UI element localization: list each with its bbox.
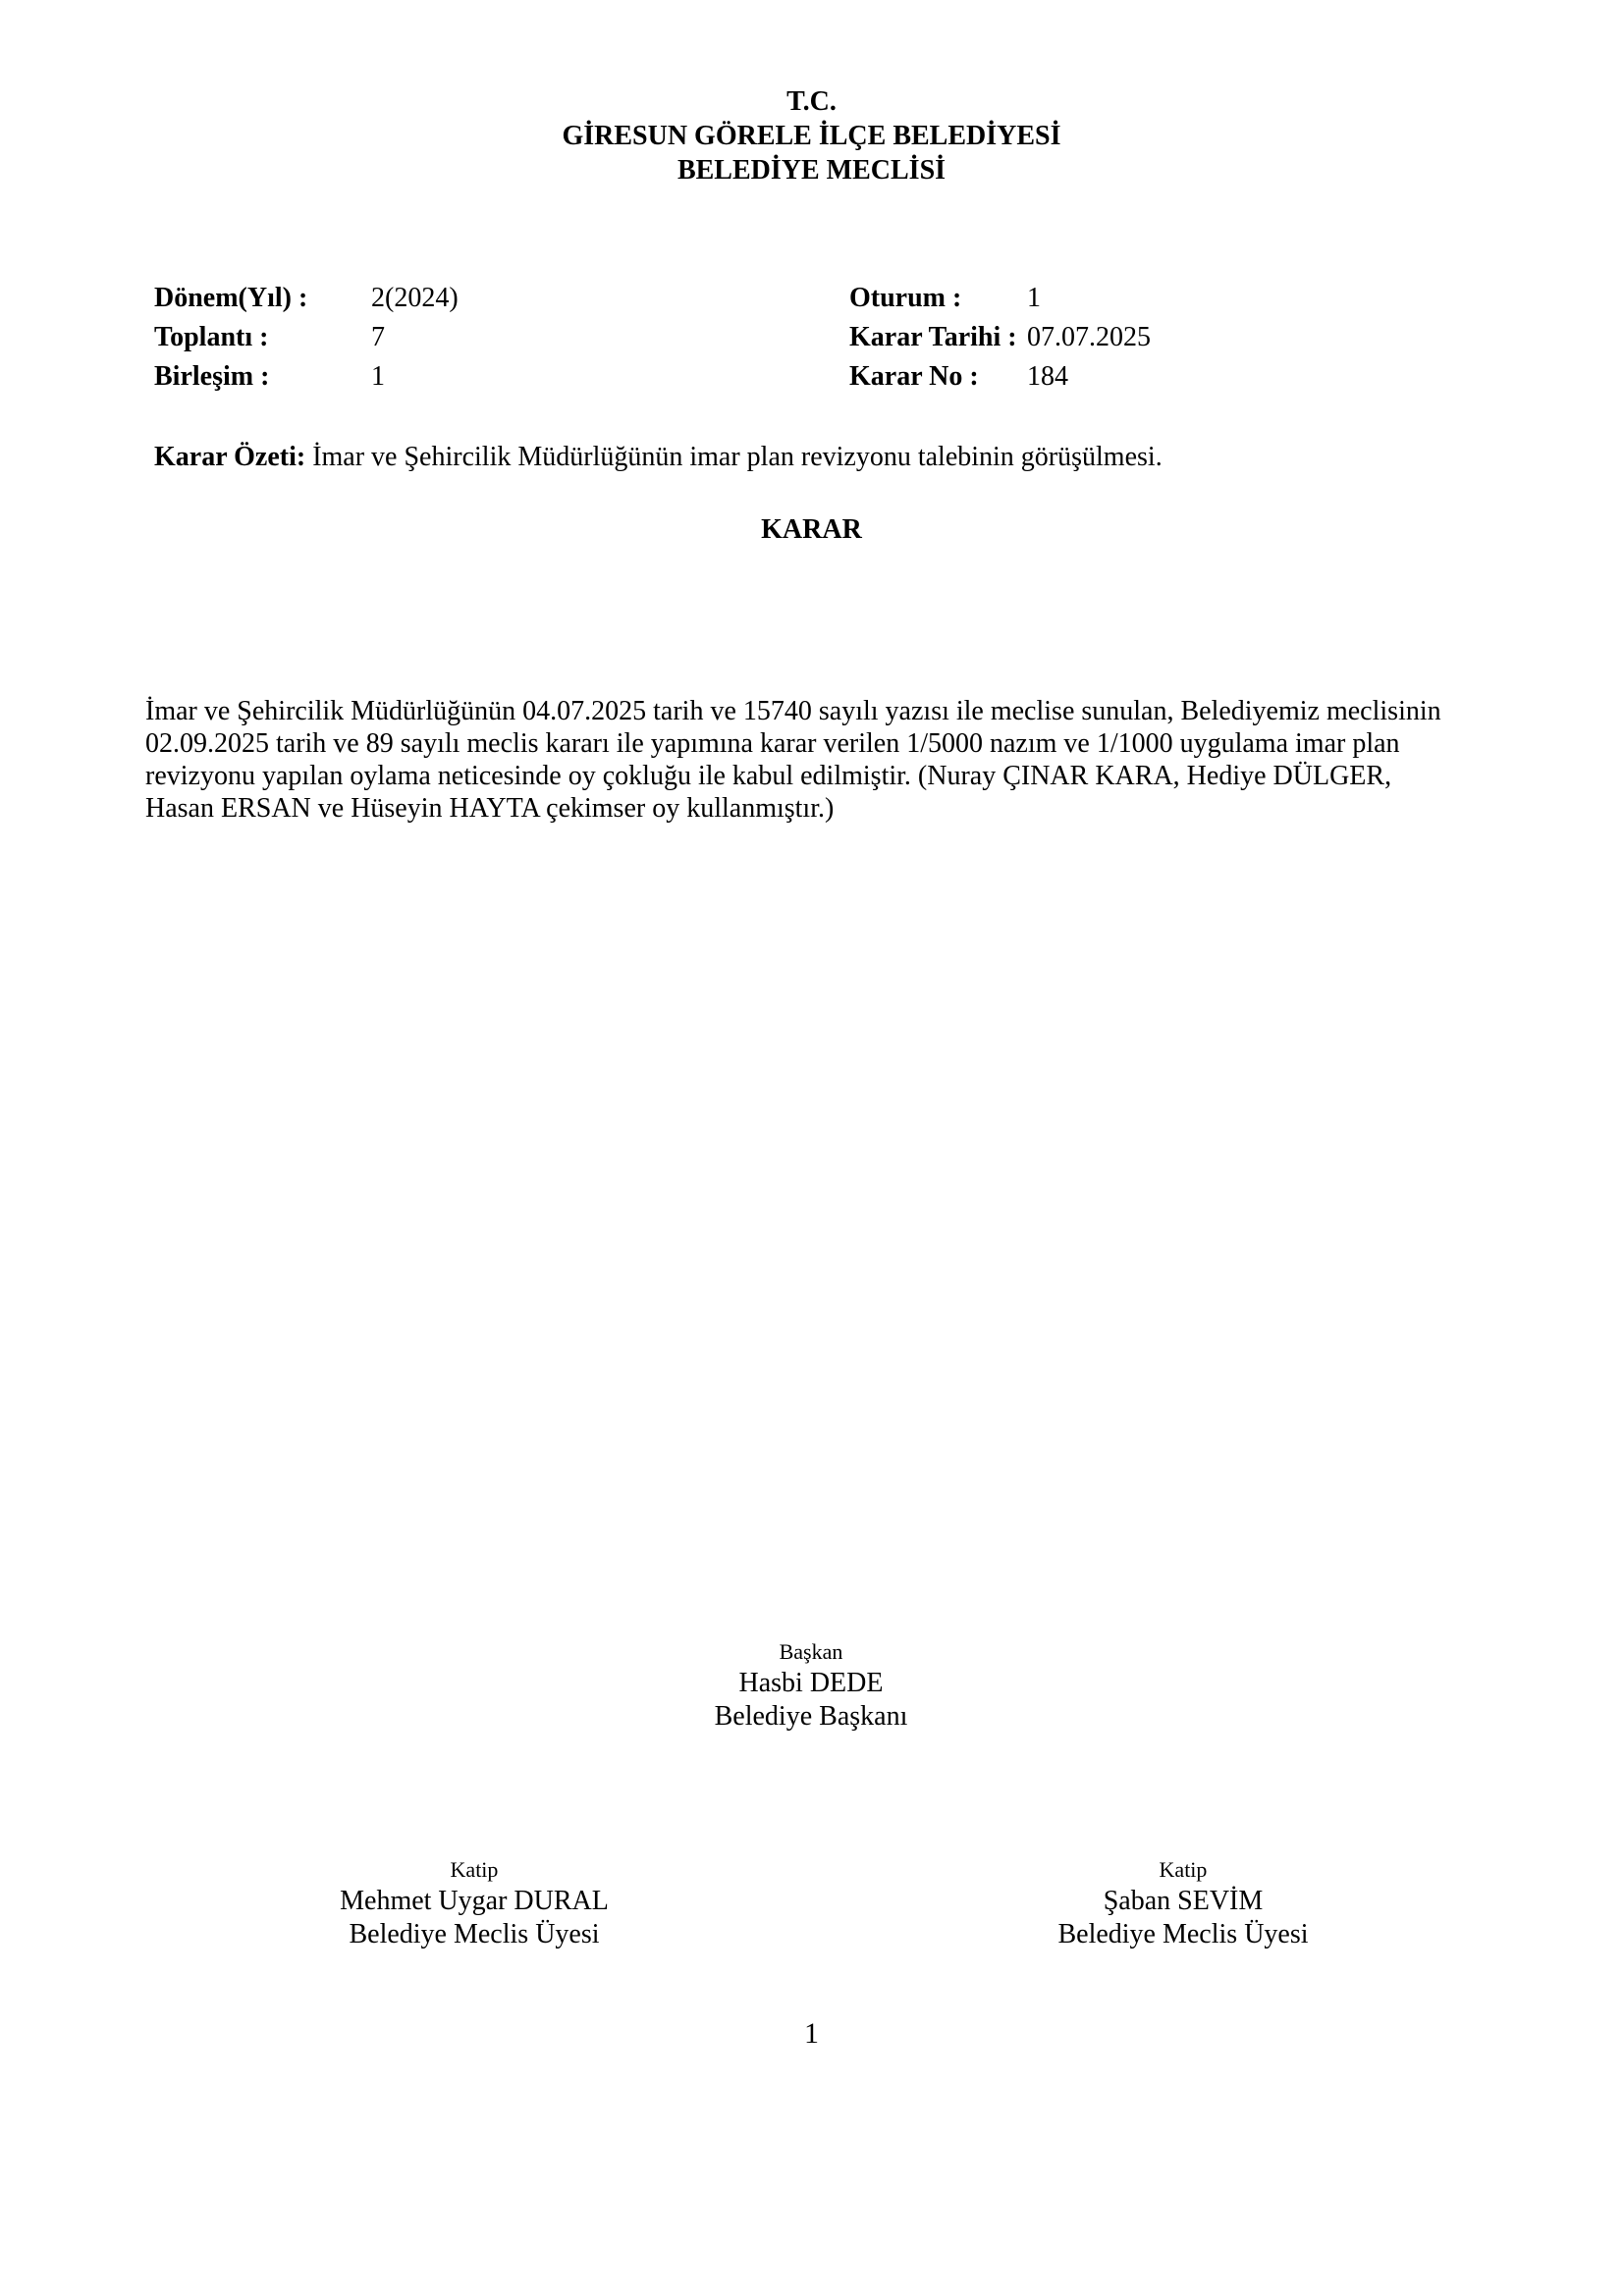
meta-value: 1 xyxy=(371,361,385,392)
meta-label: Oturum : xyxy=(849,283,962,313)
header-line-council: BELEDİYE MECLİSİ xyxy=(676,155,947,186)
signature-clerk-left xyxy=(278,1855,671,1951)
meta-value: 1 xyxy=(1027,283,1041,313)
meta-label: Toplantı : xyxy=(154,322,269,352)
summary-label: Karar Özeti: xyxy=(154,442,306,472)
meta-value: 2(2024) xyxy=(371,283,459,313)
meta-row-donem xyxy=(154,279,743,318)
decision-summary xyxy=(154,438,1509,477)
signer-name: Mehmet Uygar DURAL xyxy=(340,1886,609,1916)
meta-value: 184 xyxy=(1027,361,1068,392)
header-line-tc: T.C. xyxy=(786,86,837,117)
body-line: İmar ve Şehircilik Müdürlüğünün 04.07.2025 tarih ve 15740 sayılı yazısı ile meclise sunulan, Belediyemiz meclisinin xyxy=(145,696,1441,726)
signer-title: Belediye Meclis Üyesi xyxy=(349,1919,600,1949)
meta-row-oturum xyxy=(849,279,1438,318)
meta-row-karar-tarihi xyxy=(849,318,1438,357)
signer-role: Katip xyxy=(1159,1857,1208,1882)
signer-name: Hasbi DEDE xyxy=(738,1668,884,1698)
meta-left-block xyxy=(154,279,743,397)
decision-title: KARAR xyxy=(761,514,862,545)
meta-value: 7 xyxy=(371,322,385,352)
signature-president xyxy=(615,1637,1007,1734)
meta-value: 07.07.2025 xyxy=(1027,322,1151,352)
meta-right-block xyxy=(849,279,1438,397)
meta-row-toplanti xyxy=(154,318,743,357)
summary-text: İmar ve Şehircilik Müdürlüğünün imar plan revizyonu talebinin görüşülmesi. xyxy=(312,442,1163,472)
meta-label: Karar Tarihi : xyxy=(849,322,1017,352)
decision-body xyxy=(145,695,1520,825)
meta-row-karar-no xyxy=(849,357,1438,397)
body-line: 02.09.2025 tarih ve 89 sayılı meclis kararı ile yapımına karar verilen 1/5000 nazım ve 1/1000 uygulama imar plan xyxy=(145,728,1400,759)
meta-row-birlesim xyxy=(154,357,743,397)
page-number: 1 xyxy=(804,2017,819,2050)
meta-label: Karar No : xyxy=(849,361,979,392)
meta-label: Birleşim : xyxy=(154,361,270,392)
body-line: revizyonu yapılan oylama neticesinde oy çokluğu ile kabul edilmiştir. (Nuray ÇINAR KARA, Hediye DÜLGER, xyxy=(145,761,1392,791)
document-header xyxy=(0,84,1623,187)
header-line-municipality: GİRESUN GÖRELE İLÇE BELEDİYESİ xyxy=(562,121,1061,151)
signer-title: Belediye Başkanı xyxy=(714,1701,908,1732)
signer-title: Belediye Meclis Üyesi xyxy=(1057,1919,1309,1949)
signer-role: Başkan xyxy=(779,1639,843,1664)
signature-clerk-right xyxy=(987,1855,1380,1951)
signer-role: Katip xyxy=(450,1857,499,1882)
body-line: Hasan ERSAN ve Hüseyin HAYTA çekimser oy kullanmıştır.) xyxy=(145,793,835,824)
signer-name: Şaban SEVİM xyxy=(1103,1886,1264,1916)
meta-label: Dönem(Yıl) : xyxy=(154,283,308,313)
